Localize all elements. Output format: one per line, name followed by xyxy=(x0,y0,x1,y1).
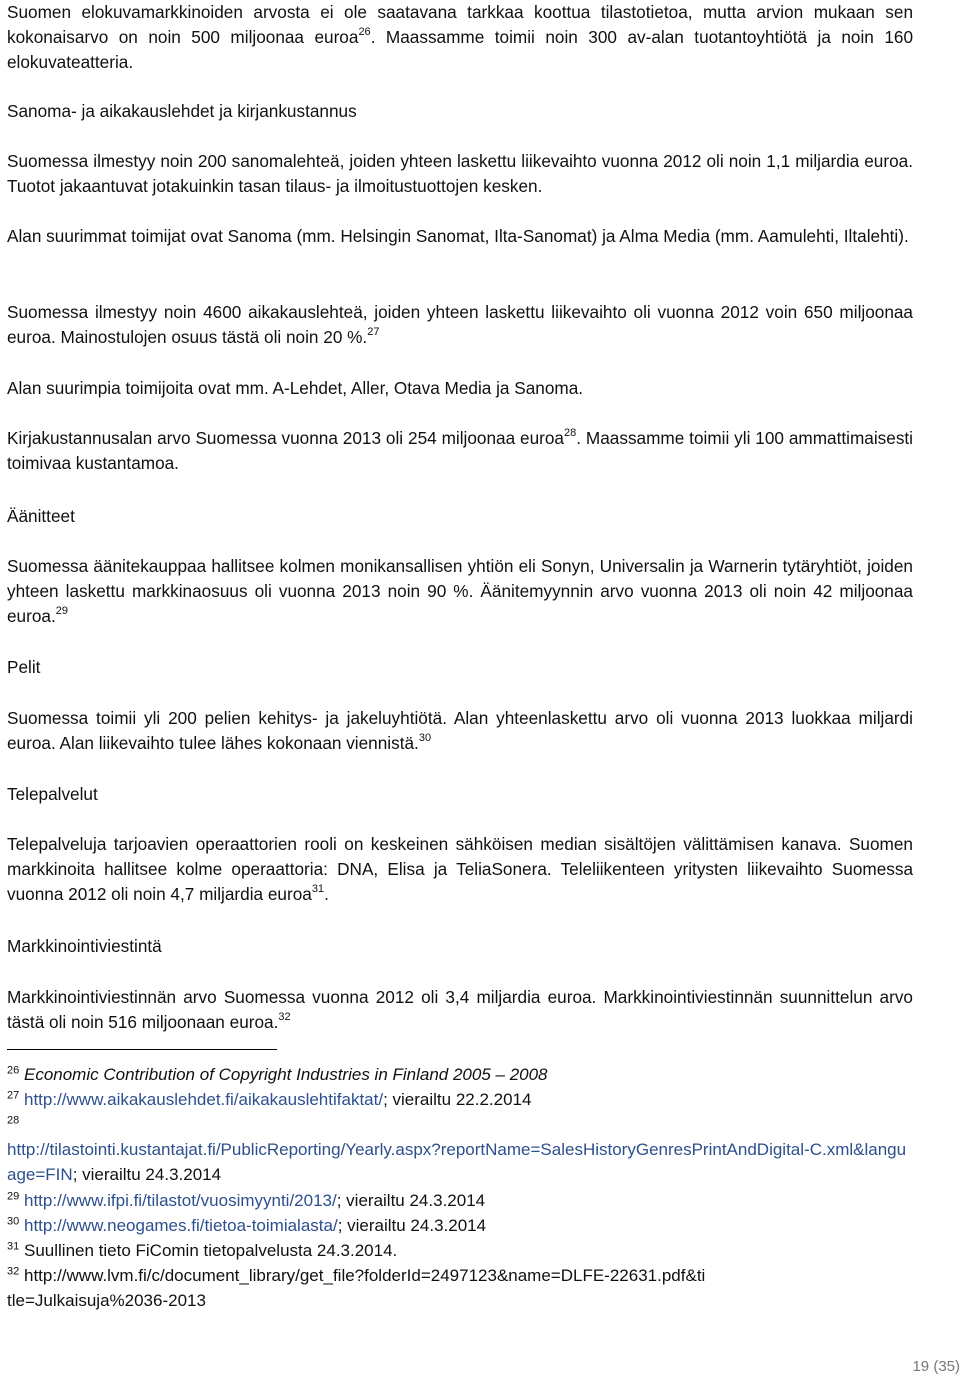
footnote-ref-30[interactable]: 30 xyxy=(418,732,432,745)
footnote-27-link[interactable]: http://www.aikakauslehdet.fi/aikakauslehtifaktat/ xyxy=(23,1090,384,1109)
footnote-ref-32[interactable]: 32 xyxy=(278,1011,291,1024)
page-number: 19 (35) xyxy=(912,1358,960,1375)
footnote-ref-28[interactable]: 28 xyxy=(564,427,577,440)
paragraph-games: Suomessa toimii yli 200 pelien kehitys- ja jakeluyhtiötä. Alan yhteenlaskettu arvo oli vuonna 2013 luokkaa miljardi euroa. Alan liikevaihto tulee lähes kokonaan viennistä.$^{30}$ xyxy=(7,708,913,753)
heading-recordings: Äänitteet xyxy=(7,506,75,526)
paragraph-newspapers: Suomessa ilmestyy noin 200 sanomalehteä, joiden yhteen laskettu liikevaihto vuonna 2012 oli noin 1,1 miljardia euroa. Tuotot jakaantuvat jotakuinkin tasan tilaus- ja ilmoitustuottojen kesken. xyxy=(7,151,913,196)
footnote-28: $^{28}$ http://tilastointi.kustantajat.fi/PublicReporting/Yearly.aspx?reportName=SalesHistoryGenresPrintAndDigital-C.xml&language=FIN; vierailtu 24.3.2014 xyxy=(7,1114,907,1184)
heading-telecom: Telepalvelut xyxy=(7,784,98,804)
paragraph-film-market: Suomen elokuvamarkkinoiden arvosta ei ole saatavana tarkkaa koottua tilastotietoa, mutta arvion mukaan sen kokonaisarvo on noin 500 miljoonaa euroa$^{26}$. Maassamme toimii noin 300 av-alan tuotantoyhtiötä ja noin 160 elokuvateatteria. xyxy=(7,2,914,72)
footnote-29-link[interactable]: http://www.ifpi.fi/tilastot/vuosimyynti/2013/ xyxy=(23,1191,337,1210)
heading-marketing: Markkinointiviestintä xyxy=(7,936,162,956)
footnote-27: $^{27}$ http://www.aikakauslehdet.fi/aikakauslehtifaktat/; vierailtu 22.2.2014 xyxy=(7,1089,532,1109)
paragraph-newspaper-actors: Alan suurimmat toimijat ovat Sanoma (mm. Helsingin Sanomat, Ilta-Sanomat) ja Alma Media (mm. Aamulehti, Iltalehti). xyxy=(7,226,909,246)
footnote-28-link[interactable]: http://tilastointi.kustantajat.fi/PublicReporting/Yearly.aspx?reportName=SalesHistoryGenresPrintAndDigital-C.xml&language=FIN xyxy=(7,1140,907,1184)
footnote-ref-27[interactable]: 27 xyxy=(367,326,380,339)
paragraph-telecom: Telepalveluja tarjoavien operaattorien rooli on keskeinen sähköisen median sisältöjen välittämisen kanava. Suomen markkinoita hallitsee kolme operaattoria: DNA, Elisa ja TeliaSonera. Teleliikenteen yritysten liikevaihto Suomessa vuonna 2012 oli noin 4,7 miljardia euroa$^{31}$. xyxy=(7,834,913,904)
paragraph-marketing: Markkinointiviestinnän arvo Suomessa vuonna 2012 oli 3,4 miljardia euroa. Markkinointiviestinnän suunnittelun arvo tästä oli noin 516 miljoonaan euroa.$^{32}$ xyxy=(7,987,913,1032)
footnote-30-link[interactable]: http://www.neogames.fi/tietoa-toimialasta/ xyxy=(23,1216,338,1235)
footnote-31: $^{31}$ Suullinen tieto FiComin tietopalvelusta 24.3.2014. xyxy=(7,1240,398,1260)
paragraph-magazines: Suomessa ilmestyy noin 4600 aikakauslehteä, joiden yhteen laskettu liikevaihto oli vuonna 2012 voin 650 miljoonaa euroa. Mainostulojen osuus tästä oli noin 20 %.$^{27}$ xyxy=(7,302,913,347)
paragraph-magazine-actors: Alan suurimpia toimijoita ovat mm. A-Lehdet, Aller, Otava Media ja Sanoma. xyxy=(7,378,584,398)
footnote-divider xyxy=(7,1049,277,1050)
paragraph-book-publishing: Kirjakustannusalan arvo Suomessa vuonna 2013 oli 254 miljoonaa euroa$^{28}$. Maassamme toimii yli 100 ammattimaisesti toimivaa kustantamoa. xyxy=(7,427,914,473)
footnote-ref-26[interactable]: 26 xyxy=(358,26,371,39)
footnote-26: $^{26}$ Economic Contribution of Copyright Industries in Finland 2005 – 2008 xyxy=(7,1064,548,1084)
heading-games: Pelit xyxy=(7,657,41,677)
footnote-ref-31[interactable]: 31 xyxy=(311,883,325,896)
footnote-29: $^{29}$ http://www.ifpi.fi/tilastot/vuosimyynti/2013/; vierailtu 24.3.2014 xyxy=(7,1190,486,1210)
footnote-ref-29[interactable]: 29 xyxy=(55,605,68,618)
heading-sanoma: Sanoma- ja aikakauslehdet ja kirjankustannus xyxy=(7,101,357,121)
footnote-30: $^{30}$ http://www.neogames.fi/tietoa-toimialasta/; vierailtu 24.3.2014 xyxy=(7,1215,487,1235)
paragraph-recordings: Suomessa äänitekauppaa hallitsee kolmen monikansallisen yhtiön eli Sonyn, Universalin ja Warnerin tytäryhtiöt, joiden yhteen laskettu markkinaosuus oli vuonna 2013 noin 90 %. Äänitemyynnin arvo vuonna 2013 oli noin 42 miljoonaa euroa.$^{29}$ xyxy=(7,556,913,626)
footnote-32: $^{32}$ http://www.lvm.fi/c/document_library/get_file?folderId=2497123&name=DLFE-22631.pdf&title=Julkaisuja%2036-2013 xyxy=(7,1265,706,1310)
